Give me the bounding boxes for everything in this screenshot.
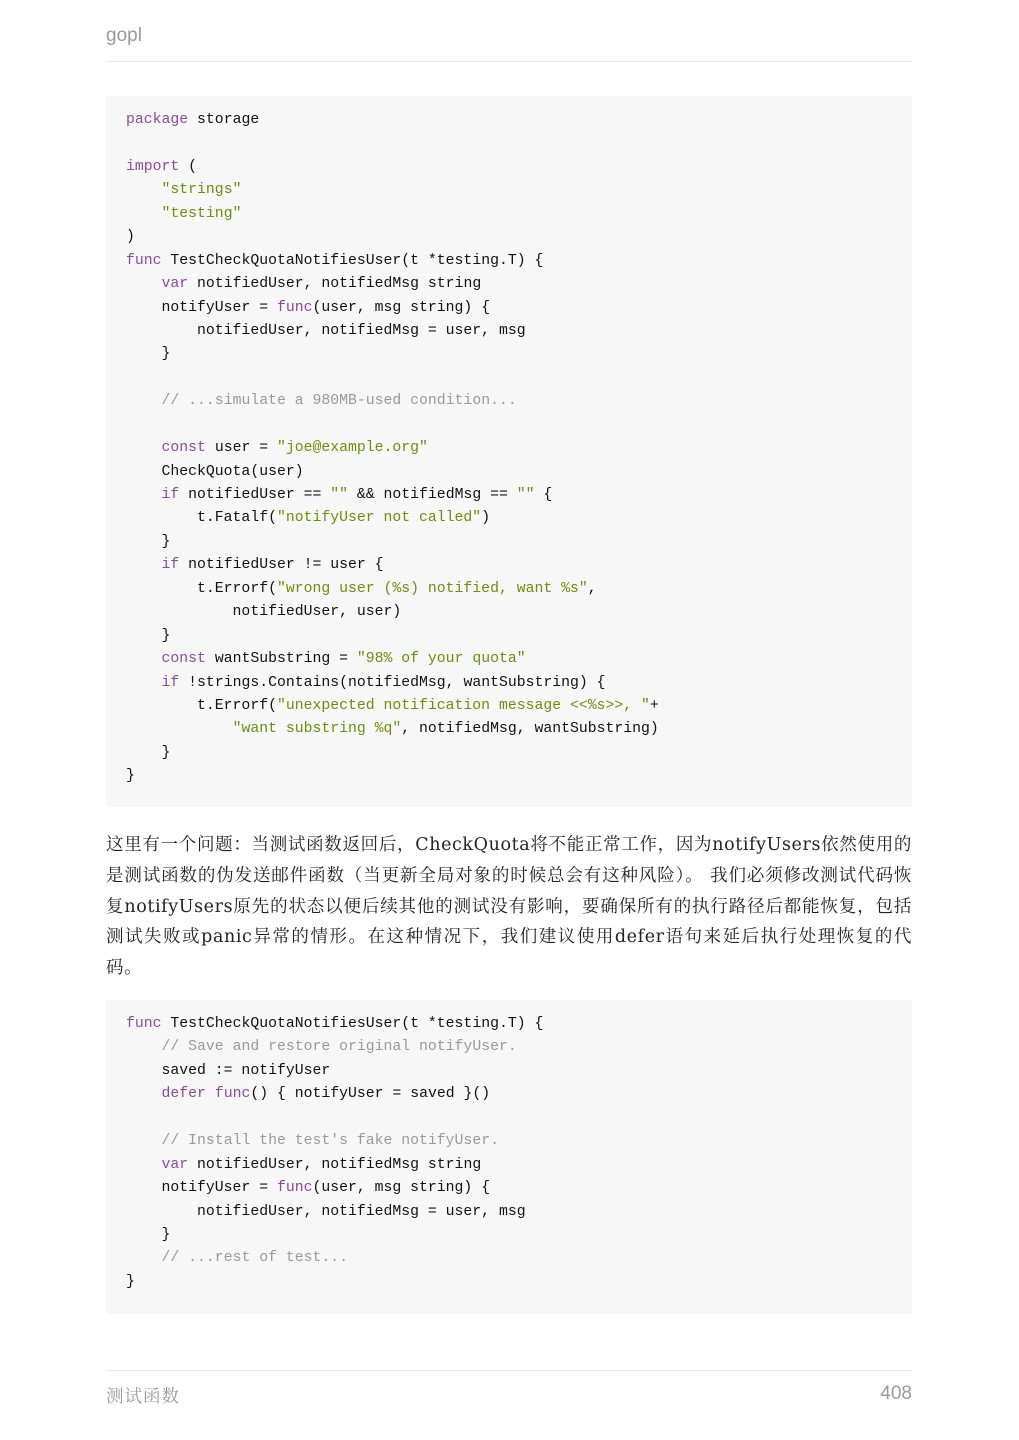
code-string: "unexpected notification message <<%s>>, " — [276, 697, 650, 714]
code-text: } — [126, 1273, 135, 1290]
code-string: "notifyUser not called" — [276, 510, 482, 527]
code-keyword: package — [126, 112, 189, 128]
code-text: notifyUser = — [126, 1180, 277, 1197]
code-keyword: func — [276, 1180, 313, 1197]
code-text: ) — [126, 229, 135, 246]
code-text — [126, 1250, 162, 1266]
code-text — [126, 393, 162, 409]
code-line — [126, 718, 892, 741]
code-keyword: func — [214, 1086, 251, 1103]
code-line — [126, 156, 892, 179]
code-line — [126, 507, 892, 530]
code-text — [126, 1157, 162, 1173]
code-block-defer-restore — [106, 1000, 912, 1314]
page-header — [106, 25, 912, 62]
code-line — [126, 203, 892, 226]
code-string: "" — [516, 487, 535, 503]
code-text: user = — [205, 440, 277, 457]
code-line — [126, 179, 892, 202]
code-text: , notifiedMsg, wantSubstring) — [401, 721, 659, 738]
code-line — [126, 132, 892, 155]
code-text: TestCheckQuotaNotifiesUser(t *testing.T) { — [161, 252, 544, 269]
code-text — [126, 557, 162, 573]
code-comment: // ...simulate a 980MB-used condition... — [161, 393, 517, 410]
code-text — [126, 1133, 162, 1149]
code-line — [126, 672, 892, 695]
code-line — [126, 414, 892, 437]
code-text: t.Errorf( — [126, 697, 277, 714]
code-line — [126, 1177, 892, 1200]
code-string: "98% of your quota" — [356, 651, 526, 668]
code-text: } — [126, 744, 171, 761]
code-keyword: func — [126, 1016, 162, 1032]
code-line — [126, 578, 892, 601]
code-keyword: const — [161, 440, 206, 457]
code-line — [126, 742, 892, 765]
code-text: notifyUser = — [126, 299, 277, 316]
code-text: notifiedUser, notifiedMsg string — [188, 1156, 482, 1173]
code-text: } — [126, 627, 171, 644]
code-text — [126, 182, 162, 198]
code-line — [126, 484, 892, 507]
book-title: gopl — [106, 25, 142, 46]
code-keyword: var — [161, 1156, 189, 1173]
code-text: ( — [179, 158, 198, 175]
code-string: "" — [330, 487, 349, 503]
code-line — [126, 1013, 892, 1036]
code-text: notifiedUser, notifiedMsg = user, msg — [126, 322, 526, 339]
code-line — [126, 1201, 892, 1224]
code-text: () { notifyUser = saved }() — [250, 1086, 491, 1103]
code-text: !strings.Contains(notifiedMsg, wantSubstring) { — [179, 674, 606, 691]
code-text: saved := notifyUser — [126, 1062, 331, 1079]
code-text: } — [126, 346, 171, 363]
code-keyword: const — [161, 651, 206, 668]
code-text: t.Fatalf( — [126, 510, 277, 527]
code-text: notifiedUser == — [179, 487, 331, 503]
code-line — [126, 695, 892, 718]
code-keyword: var — [161, 276, 189, 293]
page-number: 408 — [880, 1383, 912, 1404]
code-line — [126, 601, 892, 624]
code-text: CheckQuota(user) — [126, 463, 304, 480]
code-text: (user, msg string) { — [312, 1180, 491, 1197]
code-line — [126, 625, 892, 648]
code-line — [126, 1036, 892, 1059]
code-line — [126, 226, 892, 249]
code-text: } — [126, 533, 171, 550]
code-line — [126, 554, 892, 577]
code-line — [126, 109, 892, 132]
code-keyword: func — [126, 252, 162, 269]
body-paragraph: 这里有一个问题：当测试函数返回后，CheckQuota将不能正常工作，因为notifyUsers依然使用的是测试函数的伪发送邮件函数（当更新全局对象的时候总会有这种风险）。 我们必须修改测试代码恢复notifyUsers原先的状态以便后续其他的测试没有影响，要确保所有的执行路径后都能恢复，包括测试失败或panic异常的情形。在这种情况下，我们建议使用defer语句来延后执行处理恢复的代码。 — [106, 835, 912, 979]
code-line — [126, 1083, 892, 1106]
code-text: ) — [481, 510, 491, 527]
code-keyword: func — [276, 299, 313, 316]
code-keyword: defer — [161, 1086, 206, 1103]
code-text — [126, 206, 162, 222]
code-text — [206, 1086, 215, 1102]
code-line — [126, 1107, 892, 1130]
code-comment: // ...rest of test... — [161, 1250, 349, 1267]
code-line — [126, 273, 892, 296]
code-line — [126, 320, 892, 343]
page-footer — [106, 1370, 912, 1415]
code-text — [126, 1039, 162, 1055]
code-keyword: if — [161, 557, 180, 574]
code-line — [126, 1130, 892, 1153]
code-text: storage — [188, 112, 260, 128]
chapter-name: 测试函数 — [106, 1387, 180, 1407]
code-line — [126, 250, 892, 273]
code-line — [126, 297, 892, 320]
code-line — [126, 1247, 892, 1270]
code-text: notifiedUser, user) — [126, 604, 402, 621]
code-string: "testing" — [161, 205, 242, 222]
code-keyword: import — [126, 158, 180, 175]
code-text — [126, 487, 162, 503]
code-text: TestCheckQuotaNotifiesUser(t *testing.T) { — [161, 1016, 544, 1032]
code-line — [126, 1271, 892, 1294]
code-text: && notifiedMsg == — [348, 487, 517, 503]
code-text — [126, 1086, 162, 1102]
code-text: wantSubstring = — [205, 651, 357, 668]
code-string: "want substring %q" — [232, 721, 402, 738]
code-text: t.Errorf( — [126, 580, 277, 597]
code-text: } — [126, 1226, 171, 1243]
code-line — [126, 343, 892, 366]
code-line — [126, 367, 892, 390]
code-text — [126, 651, 162, 667]
code-text: , — [587, 580, 597, 597]
code-block-storage-test — [106, 96, 912, 807]
code-string: "joe@example.org" — [276, 440, 428, 457]
code-line — [126, 765, 892, 788]
code-line — [126, 1060, 892, 1083]
code-text — [126, 276, 162, 292]
code-keyword: if — [161, 487, 180, 503]
code-keyword: if — [161, 674, 180, 691]
code-line — [126, 437, 892, 460]
code-line — [126, 648, 892, 671]
code-text: notifiedUser, notifiedMsg = user, msg — [126, 1203, 526, 1220]
code-comment: // Save and restore original notifyUser. — [161, 1039, 517, 1056]
code-string: "strings" — [161, 182, 242, 199]
code-text: (user, msg string) { — [312, 299, 491, 316]
code-text — [126, 440, 162, 456]
code-text: } — [126, 768, 135, 785]
code-line — [126, 1224, 892, 1247]
code-text: + — [649, 697, 659, 714]
code-text: notifiedUser != user { — [179, 557, 384, 574]
code-line — [126, 531, 892, 554]
code-string: "wrong user (%s) notified, want %s" — [276, 580, 588, 597]
code-text: { — [534, 487, 553, 503]
code-comment: // Install the test's fake notifyUser. — [161, 1133, 499, 1150]
code-text — [126, 675, 162, 691]
code-text: notifiedUser, notifiedMsg string — [188, 276, 482, 293]
code-line — [126, 1154, 892, 1177]
code-line — [126, 390, 892, 413]
code-line — [126, 461, 892, 484]
code-text — [126, 721, 233, 737]
